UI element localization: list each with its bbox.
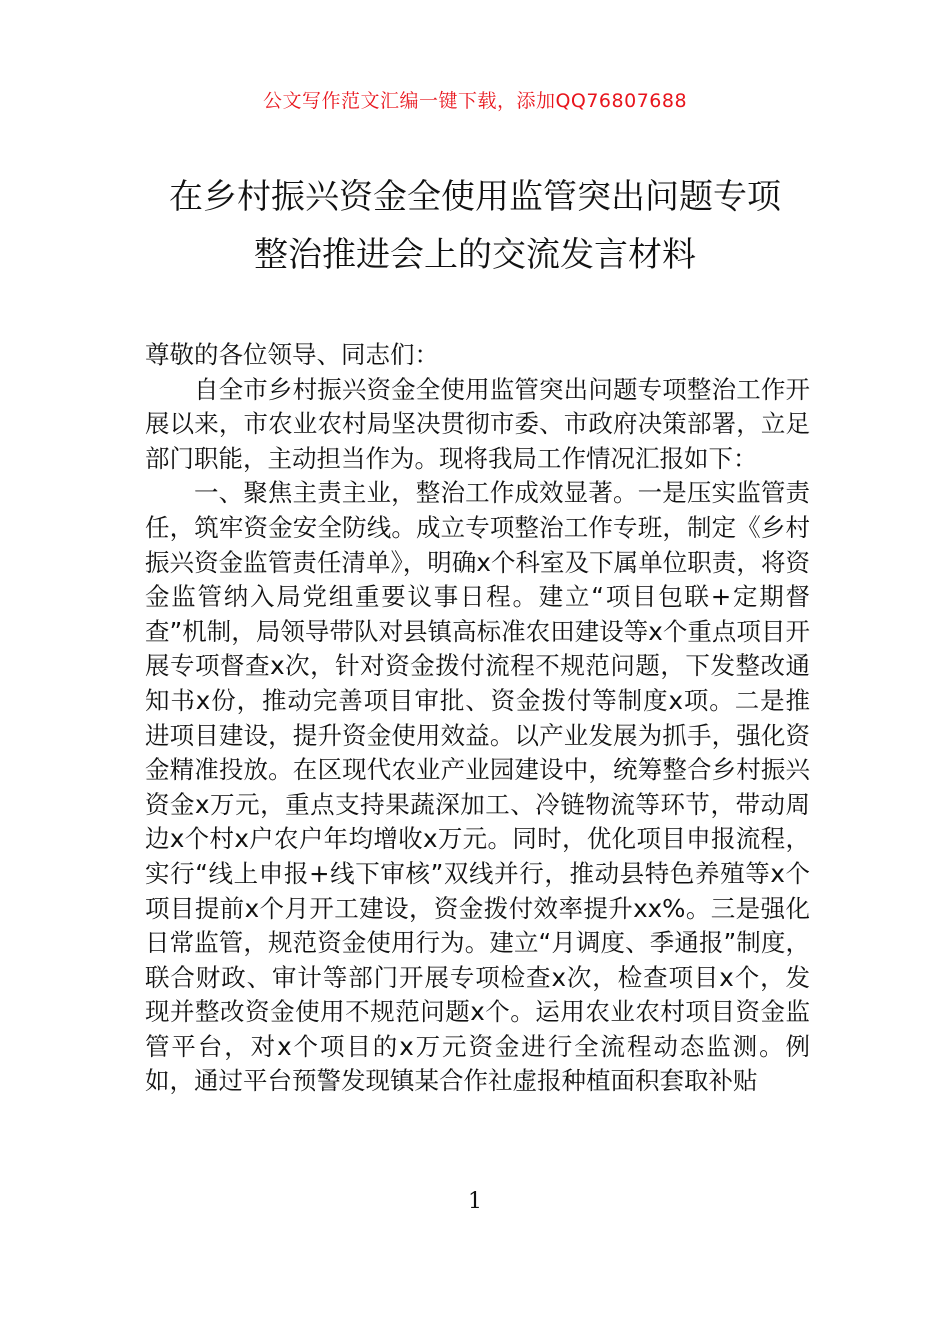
paragraph: 自全市乡村振兴资金全使用监管突出问题专项整治工作开展以来，市农业农村局坚决贯彻市委、市政府决策部署，立足部门职能，主动担当作为。现将我局工作情况汇报如下： — [145, 374, 810, 473]
title-line-2: 整治推进会上的交流发言材料 — [254, 235, 696, 275]
paragraph: 一、聚焦主责主业，整治工作成效显著。一是压实监管责任，筑牢资金安全防线。成立专项整治工作专班，制定《乡村振兴资金监管责任清单》，明确x个科室及下属单位职责，将资金监管纳入局党组重要议事日程。建立“项目包联+定期督查”机制，局领导带队对县镇高标准农田建设等x个重点项目开展专项督查x次，针对资金拨付流程不规范问题，下发整改通知书x份，推动完善项目审批、资金拨付等制度x项。二是推进项目建设，提升资金使用效益。以产业发展为抓手，强化资金精准投放。在区现代农业产业园建设中，统筹整合乡村振兴资金x万元，重点支持果蔬深加工、冷链物流等环节，带动周边x个村x户农户年均增收x万元。同时，优化项目申报流程，实行“线上申报+线下审核”双线并行，推动县特色养殖等x个项目提前x个月开工建设，资金拨付效率提升xx%。三是强化日常监管，规范资金使用行为。建立“月调度、季通报”制度，联合财政、审计等部门开展专项检查x次，检查项目x个，发现并整改资金使用不规范问题x个。运用农业农村项目资金监管平台，对x个项目的x万元资金进行全流程动态监测。例如，通过平台预警发现镇某合作社虚报种植面积套取补贴 — [145, 478, 810, 1096]
document-body — [145, 338, 810, 1099]
document-title — [100, 168, 850, 284]
header-download-note: 公文写作范文汇编一键下载，添加QQ76807688 — [262, 90, 688, 112]
page-number: 1 — [468, 1189, 482, 1214]
salutation: 尊敬的各位领导、同志们： — [145, 340, 439, 369]
title-line-1: 在乡村振兴资金全使用监管突出问题专项 — [169, 177, 781, 217]
